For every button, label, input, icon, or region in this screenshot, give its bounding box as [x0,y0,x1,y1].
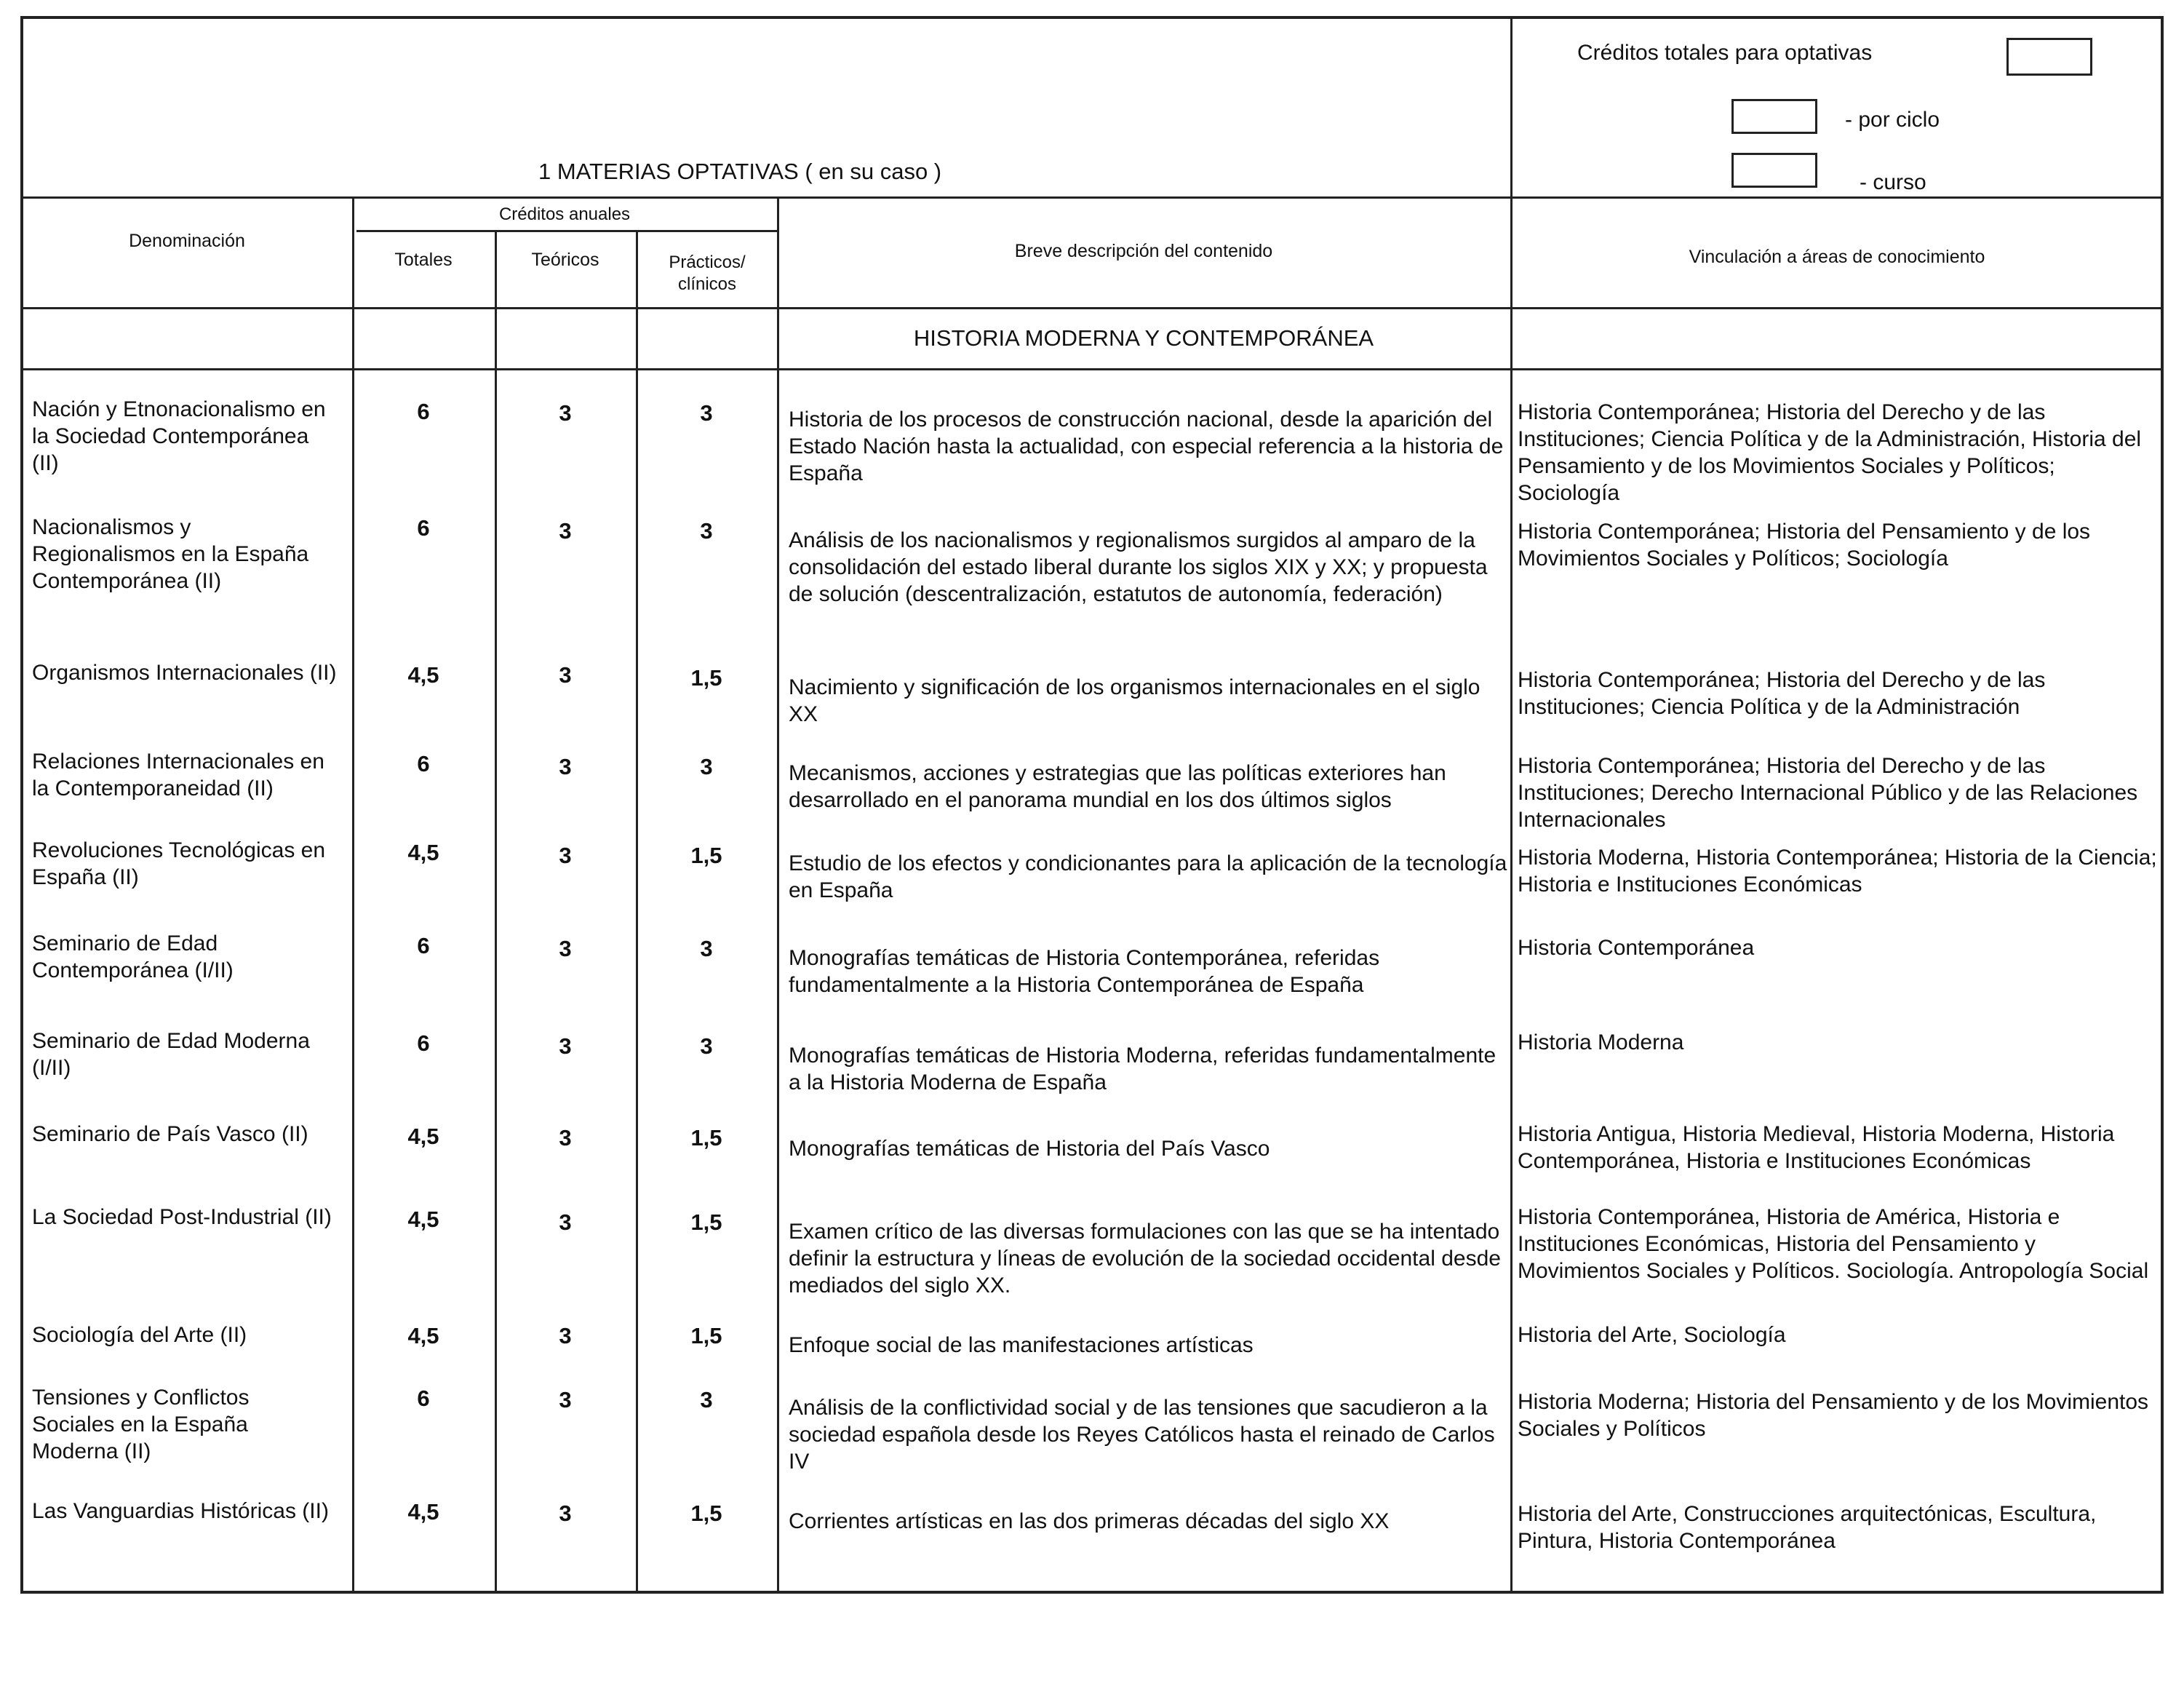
row-totales: 6 [417,751,430,776]
row-teoricos: 3 [559,1323,572,1348]
row-descripcion: Monografías temáticas de Historia del País Vasco [789,1137,1270,1161]
row-descripcion: Examen crítico de las diversas formulaciones con las que se ha intentado definir la estructura y líneas de evolución de la sociedad occidental desde mediados del siglo XX. [789,1220,1501,1297]
row-denominacion: Seminario de Edad Moderna (I/II) [32,1029,310,1080]
row-descripcion: Análisis de los nacionalismos y regionalismos surgidos al amparo de la consolidación del estado liberal durante los siglos XIX y XX; y propuesta de solución (descentralización, estatutos de autonomía, federación) [789,528,1488,606]
por-ciclo-label: - por ciclo [1845,108,1940,132]
section-divider [22,368,2164,370]
row-teoricos: 3 [559,662,572,688]
row-totales: 4,5 [407,840,439,865]
creditos-totales-label: Créditos totales para optativas [1577,41,1873,65]
row-descripcion: Estudio de los efectos y condicionantes para la aplicación de la tecnología en España [789,851,1507,902]
row-denominacion: Organismos Internacionales (II) [32,661,337,685]
row-vinculacion: Historia Contemporánea; Historia del Derecho y de las Instituciones; Ciencia Política y de la Administración, Historia del Pensamiento y de los Movimientos Sociales y Políticos; Sociología [1518,400,2142,505]
row-totales: 6 [417,1386,430,1411]
creditos-totales-box[interactable] [2006,38,2092,76]
row-practicos: 3 [700,1387,713,1412]
row-practicos: 1,5 [690,1323,722,1348]
row-denominacion: Relaciones Internacionales en la Contemporaneidad (II) [32,750,324,800]
row-denominacion: Nación y Etnonacionalismo en la Sociedad Contemporánea (II) [32,397,326,475]
page-title: 1 MATERIAS OPTATIVAS ( en su caso ) [538,159,942,184]
row-descripcion: Enfoque social de las manifestaciones artísticas [789,1333,1254,1357]
row-denominacion: Seminario de País Vasco (II) [32,1122,308,1146]
row-teoricos: 3 [559,1033,572,1059]
row-totales: 6 [417,399,430,424]
row-vinculacion: Historia Moderna [1518,1030,1684,1054]
row-teoricos: 3 [559,1125,572,1151]
row-totales: 4,5 [407,1124,439,1149]
row-practicos: 1,5 [690,1125,722,1151]
row-vinculacion: Historia del Arte, Sociología [1518,1323,1786,1347]
row-teoricos: 3 [559,400,572,426]
row-teoricos: 3 [559,1209,572,1235]
row-denominacion: Sociología del Arte (II) [32,1323,247,1347]
row-teoricos: 3 [559,518,572,544]
row-vinculacion: Historia Contemporánea; Historia del Pensamiento y de los Movimientos Sociales y Políticos; Sociología [1518,520,2091,571]
curso-box[interactable] [1731,153,1817,188]
row-descripcion: Corrientes artísticas en las dos primeras décadas del siglo XX [789,1509,1390,1533]
row-denominacion: Tensiones y Conflictos Sociales en la España Moderna (II) [32,1386,250,1463]
row-totales: 4,5 [407,1499,439,1525]
row-descripcion: Monografías temáticas de Historia Moderna, referidas fundamentalmente a la Historia Moderna de España [789,1044,1496,1094]
row-denominacion: Las Vanguardias Históricas (II) [32,1499,329,1523]
row-practicos: 1,5 [690,665,722,691]
row-teoricos: 3 [559,843,572,868]
row-denominacion: Seminario de Edad Contemporánea (I/II) [32,931,234,982]
curso-label: - curso [1860,170,1926,194]
col-teoricos: Teóricos [531,250,599,270]
row-vinculacion: Historia del Arte, Construcciones arquitectónicas, Escultura, Pintura, Historia Contemporánea [1518,1502,2097,1553]
row-practicos: 3 [700,400,713,426]
column-header-divider [22,307,2164,309]
row-practicos: 1,5 [690,1209,722,1235]
row-practicos: 3 [700,936,713,961]
row-denominacion: Nacionalismos y Regionalismos en la España Contemporánea (II) [32,515,309,593]
row-practicos: 1,5 [690,843,722,868]
row-totales: 4,5 [407,1207,439,1232]
creditos-subheader-divider [356,230,778,232]
row-vinculacion: Historia Moderna; Historia del Pensamiento y de los Movimientos Sociales y Políticos [1518,1390,2149,1441]
row-teoricos: 3 [559,936,572,961]
row-practicos: 3 [700,754,713,779]
row-denominacion: La Sociedad Post-Industrial (II) [32,1205,332,1229]
row-vinculacion: Historia Contemporánea; Historia del Derecho y de las Instituciones; Derecho Internacional Público y de las Relaciones Internacionales [1518,754,2138,832]
row-totales: 6 [417,1030,430,1056]
row-vinculacion: Historia Contemporánea; Historia del Derecho y de las Instituciones; Ciencia Política y de la Administración [1518,668,2046,719]
col-practicos: Prácticos/ clínicos [669,253,746,294]
section-title: HISTORIA MODERNA Y CONTEMPORÁNEA [913,325,1374,351]
col-vinculacion: Vinculación a áreas de conocimiento [1689,247,1985,267]
row-descripcion: Análisis de la conflictividad social y de las tensiones que sacudieron a la sociedad española desde los Reyes Católicos hasta el reinado de Carlos IV [789,1396,1495,1474]
row-practicos: 1,5 [690,1501,722,1526]
row-teoricos: 3 [559,1387,572,1412]
row-denominacion: Revoluciones Tecnológicas en España (II) [32,838,326,889]
row-descripcion: Historia de los procesos de construcción nacional, desde la aparición del Estado Nación hasta la actualidad, con especial referencia a la historia de España [789,408,1504,485]
row-totales: 4,5 [407,662,439,688]
row-practicos: 3 [700,518,713,544]
col-totales: Totales [394,250,453,270]
row-teoricos: 3 [559,1501,572,1526]
col-creditos-anuales: Créditos anuales [498,204,631,224]
por-ciclo-box[interactable] [1731,99,1817,134]
row-vinculacion: Historia Antigua, Historia Medieval, Historia Moderna, Historia Contemporánea, Historia e Instituciones Económicas [1518,1122,2115,1173]
row-vinculacion: Historia Contemporánea [1518,936,1755,960]
row-totales: 6 [417,515,430,541]
row-practicos: 3 [700,1033,713,1059]
row-vinculacion: Historia Contemporánea, Historia de América, Historia e Instituciones Económicas, Historia del Pensamiento y Movimientos Sociales y Políticos. Sociología. Antropología Social [1518,1205,2149,1283]
row-descripcion: Nacimiento y significación de los organismos internacionales en el siglo XX [789,675,1480,726]
row-teoricos: 3 [559,754,572,779]
row-descripcion: Mecanismos, acciones y estrategias que las políticas exteriores han desarrollado en el panorama mundial en los dos últimos siglos [789,761,1446,812]
col-descripcion: Breve descripción del contenido [1014,241,1273,261]
row-descripcion: Monografías temáticas de Historia Contemporánea, referidas fundamentalmente a la Historia Contemporánea de España [789,946,1380,997]
descripcion-column-line [777,196,779,1594]
row-vinculacion: Historia Moderna, Historia Contemporánea; Historia de la Ciencia; Historia e Instituciones Económicas [1518,846,2157,897]
row-totales: 4,5 [407,1323,439,1348]
header-divider [22,196,2164,199]
col-denominacion: Denominación [129,231,245,251]
row-totales: 6 [417,933,430,958]
